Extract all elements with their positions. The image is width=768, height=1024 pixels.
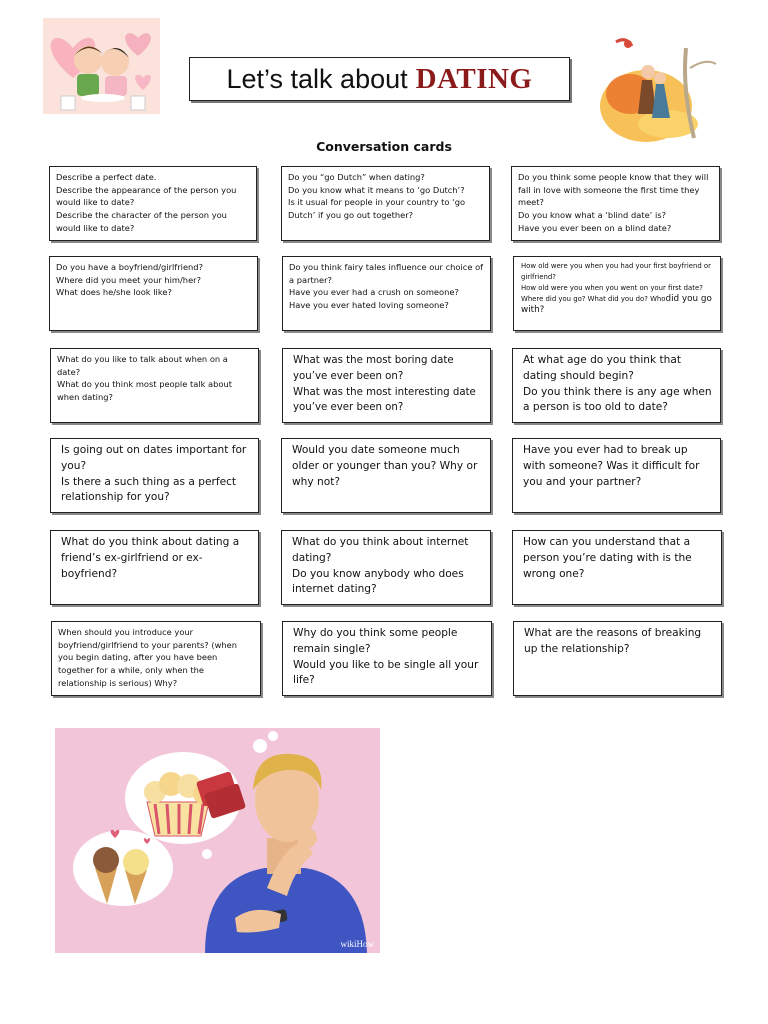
conversation-card-3 <box>511 166 720 241</box>
card-text: Describe a perfect date. Describe the appearance of the person you would like to date? Describe the character of the person you would like to date? <box>56 172 237 233</box>
autumn-couple-clipart <box>586 28 722 148</box>
card-text: How can you understand that a person you’re dating with is the wrong one? <box>523 536 692 580</box>
card-text: How old were you when you had your first boyfriend or girlfriend? How old were you when you went on your first date? Where did you go? What did you do? Who <box>521 262 711 304</box>
card-text: Is going out on dates important for you? Is there a such thing as a perfect relationship for you? <box>61 444 247 504</box>
conversation-card-13 <box>50 530 259 605</box>
thinking-man-illustration <box>55 728 380 953</box>
conversation-card-6 <box>513 256 721 331</box>
card-text: Have you ever had to break up with someone? Was it difficult for you and your partner? <box>523 444 700 488</box>
conversation-card-1 <box>49 166 257 241</box>
card-text: Do you think some people know that they will fall in love with someone the first time they meet? Do you know what a ‘blind date’ is? Have you ever been on a blind date? <box>518 172 709 233</box>
watermark: wikiHow <box>340 939 374 949</box>
card-text: What are the reasons of breaking up the relationship? <box>524 627 702 655</box>
card-text: What do you think about internet dating? Do you know anybody who does internet dating? <box>292 536 469 596</box>
card-text: At what age do you think that dating should begin? Do you think there is any age when a person is too old to date? <box>523 354 712 414</box>
conversation-card-2 <box>281 166 490 241</box>
conversation-card-15 <box>512 530 722 605</box>
subtitle: Conversation cards <box>316 139 452 154</box>
conversation-card-8 <box>282 348 491 423</box>
conversation-card-11 <box>281 438 491 513</box>
card-text: What was the most boring date you’ve ever been on? What was the most interesting date you’ve ever been on? <box>293 355 476 414</box>
title-accent: DATING <box>415 62 533 95</box>
card-text-tail: did you go with? <box>521 294 712 316</box>
conversation-card-9 <box>512 348 721 423</box>
card-text: Would you date someone much older or younger than you? Why or why not? <box>292 444 478 488</box>
card-text: When should you introduce your boyfriend/girlfriend to your parents? (when you begin dating, after you have been together for a while, only when the relationship is serious) Why? <box>58 627 237 688</box>
conversation-card-16 <box>51 621 261 696</box>
conversation-card-14 <box>281 530 491 605</box>
conversation-card-18 <box>513 621 722 696</box>
couple-clipart <box>43 18 160 114</box>
conversation-card-7 <box>50 348 259 423</box>
conversation-card-12 <box>512 438 721 513</box>
card-text: Why do you think some people remain single? Would you like to be single all your life? <box>293 627 479 687</box>
card-text: Do you think fairy tales influence our choice of a partner? Have you ever had a crush on someone? Have you ever hated loving someone? <box>289 262 484 311</box>
conversation-card-5 <box>282 256 491 331</box>
card-text: What do you like to talk about when on a date? What do you think most people talk about when dating? <box>57 354 232 403</box>
card-text: Do you have a boyfriend/girlfriend? Where did you meet your him/her? What does he/she look like? <box>56 262 203 298</box>
card-text: What do you think about dating a friend’s ex-girlfriend or ex-boyfriend? <box>61 536 240 580</box>
title-text: Let’s talk about <box>226 63 408 94</box>
conversation-card-17 <box>282 621 492 696</box>
page-title <box>189 57 570 101</box>
conversation-card-4 <box>49 256 258 331</box>
card-text: Do you “go Dutch” when dating? Do you know what it means to ‘go Dutch’? Is it usual for people in your country to ‘go Dutch’ if you go out together? <box>288 172 466 221</box>
conversation-card-10 <box>50 438 259 513</box>
